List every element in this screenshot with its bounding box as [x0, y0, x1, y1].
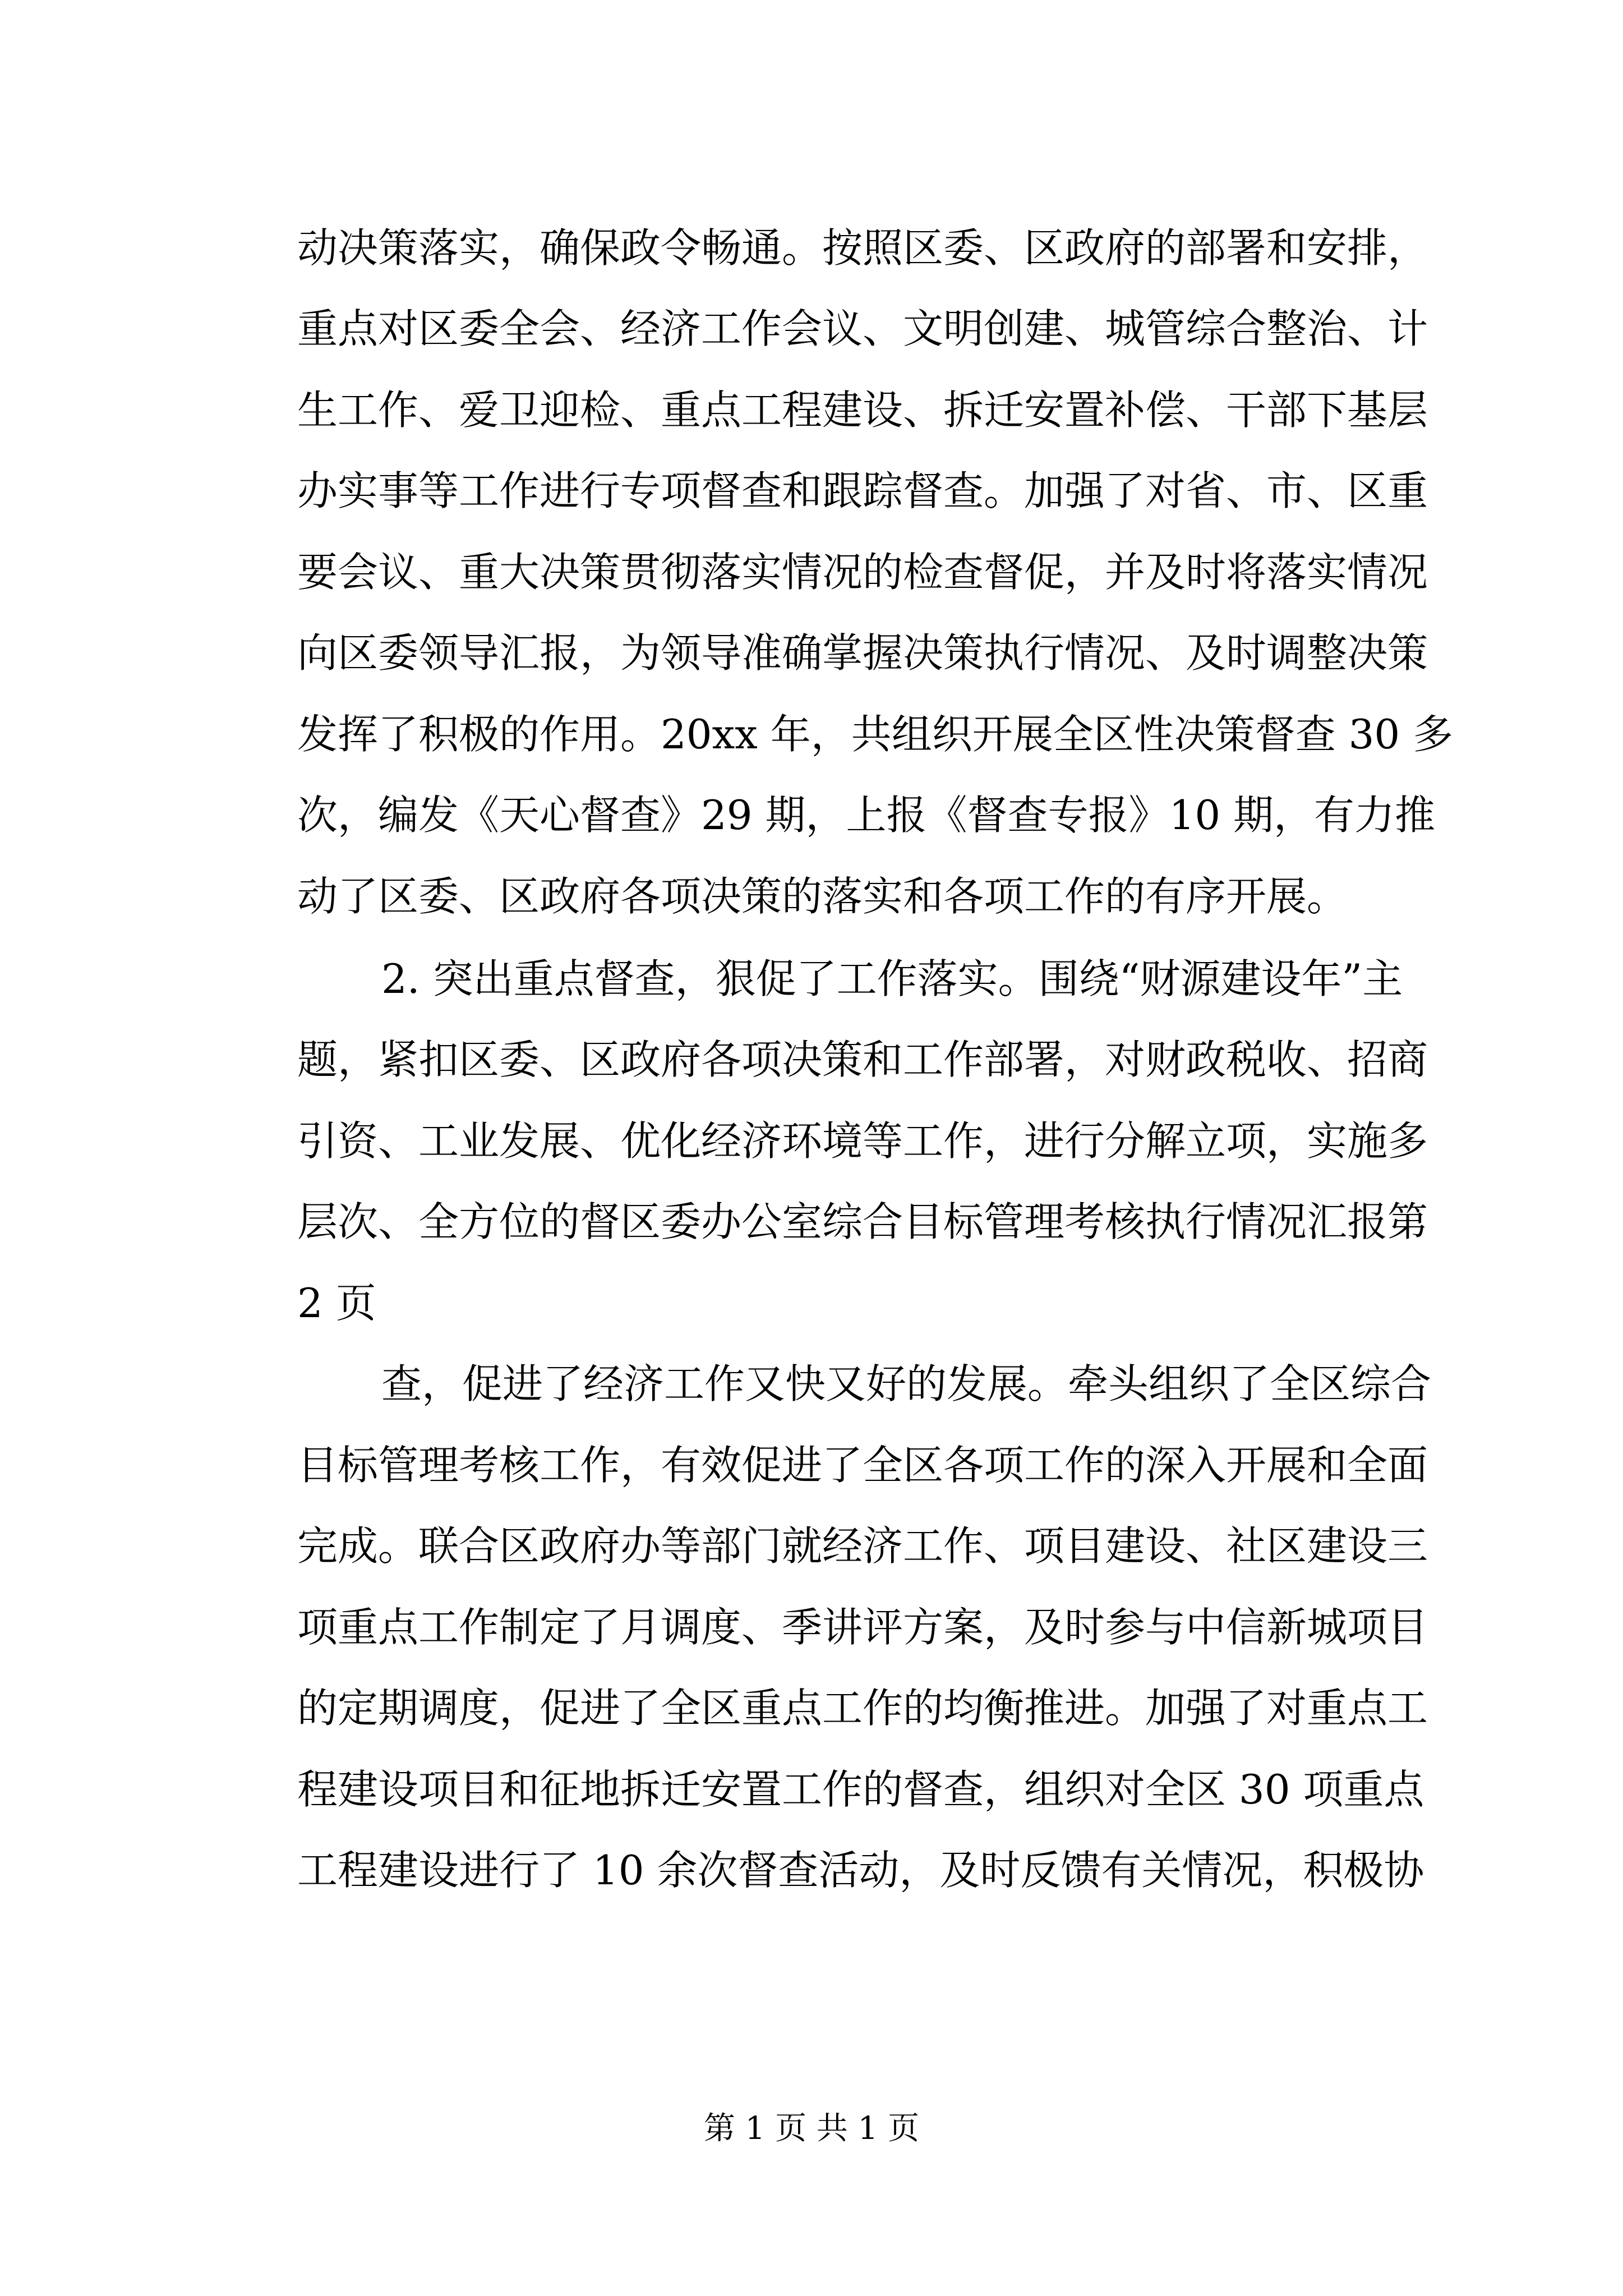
- page-footer: 第 1 页 共 1 页: [703, 2110, 920, 2147]
- body-text-line: 题，紧扣区委、区政府各项决策和工作部署，对财政税收、招商: [297, 1036, 1428, 1083]
- body-text-line: 向区委领导汇报，为领导准确掌握决策执行情况、及时调整决策: [297, 629, 1428, 677]
- body-text-line: 生工作、爱卫迎检、重点工程建设、拆迁安置补偿、干部下基层: [297, 386, 1428, 434]
- body-text-line: 要会议、重大决策贯彻落实情况的检查督促，并及时将落实情况: [297, 549, 1428, 596]
- body-text-line: 层次、全方位的督区委办公室综合目标管理考核执行情况汇报第: [297, 1198, 1428, 1245]
- body-text-line: 工程建设进行了 10 余次督查活动，及时反馈有关情况，积极协: [297, 1847, 1424, 1894]
- paragraph-first-line: 查，促进了经济工作又快又好的发展。牵头组织了全区综合: [381, 1360, 1432, 1407]
- body-text-line: 完成。联合区政府办等部门就经济工作、项目建设、社区建设三: [297, 1522, 1428, 1570]
- body-text-line: 程建设项目和征地拆迁安置工作的督查，组织对全区 30 项重点: [297, 1766, 1424, 1813]
- body-text-line: 重点对区委全会、经济工作会议、文明创建、城管综合整治、计: [297, 305, 1428, 352]
- body-text-line: 的定期调度，促进了全区重点工作的均衡推进。加强了对重点工: [297, 1685, 1428, 1732]
- body-text-line: 目标管理考核工作，有效促进了全区各项工作的深入开展和全面: [297, 1442, 1428, 1489]
- body-text-line: 动决策落实，确保政令畅通。按照区委、区政府的部署和安排，: [297, 224, 1428, 272]
- body-text-line: 2 页: [297, 1280, 376, 1327]
- body-text-line: 引资、工业发展、优化经济环境等工作，进行分解立项，实施多: [297, 1117, 1428, 1165]
- body-text-line: 次，编发《天心督查》29 期，上报《督查专报》10 期，有力推: [297, 792, 1436, 839]
- body-text-line: 动了区委、区政府各项决策的落实和各项工作的有序开展。: [297, 873, 1348, 920]
- body-text-line: 发挥了积极的作用。20xx 年，共组织开展全区性决策督查 30 多: [297, 711, 1454, 758]
- body-text-line: 办实事等工作进行专项督查和跟踪督查。加强了对省、市、区重: [297, 467, 1428, 514]
- paragraph-first-line: 2. 突出重点督查，狠促了工作落实。围绕“财源建设年”主: [381, 955, 1403, 1002]
- body-text-line: 项重点工作制定了月调度、季讲评方案，及时参与中信新城项目: [297, 1604, 1428, 1651]
